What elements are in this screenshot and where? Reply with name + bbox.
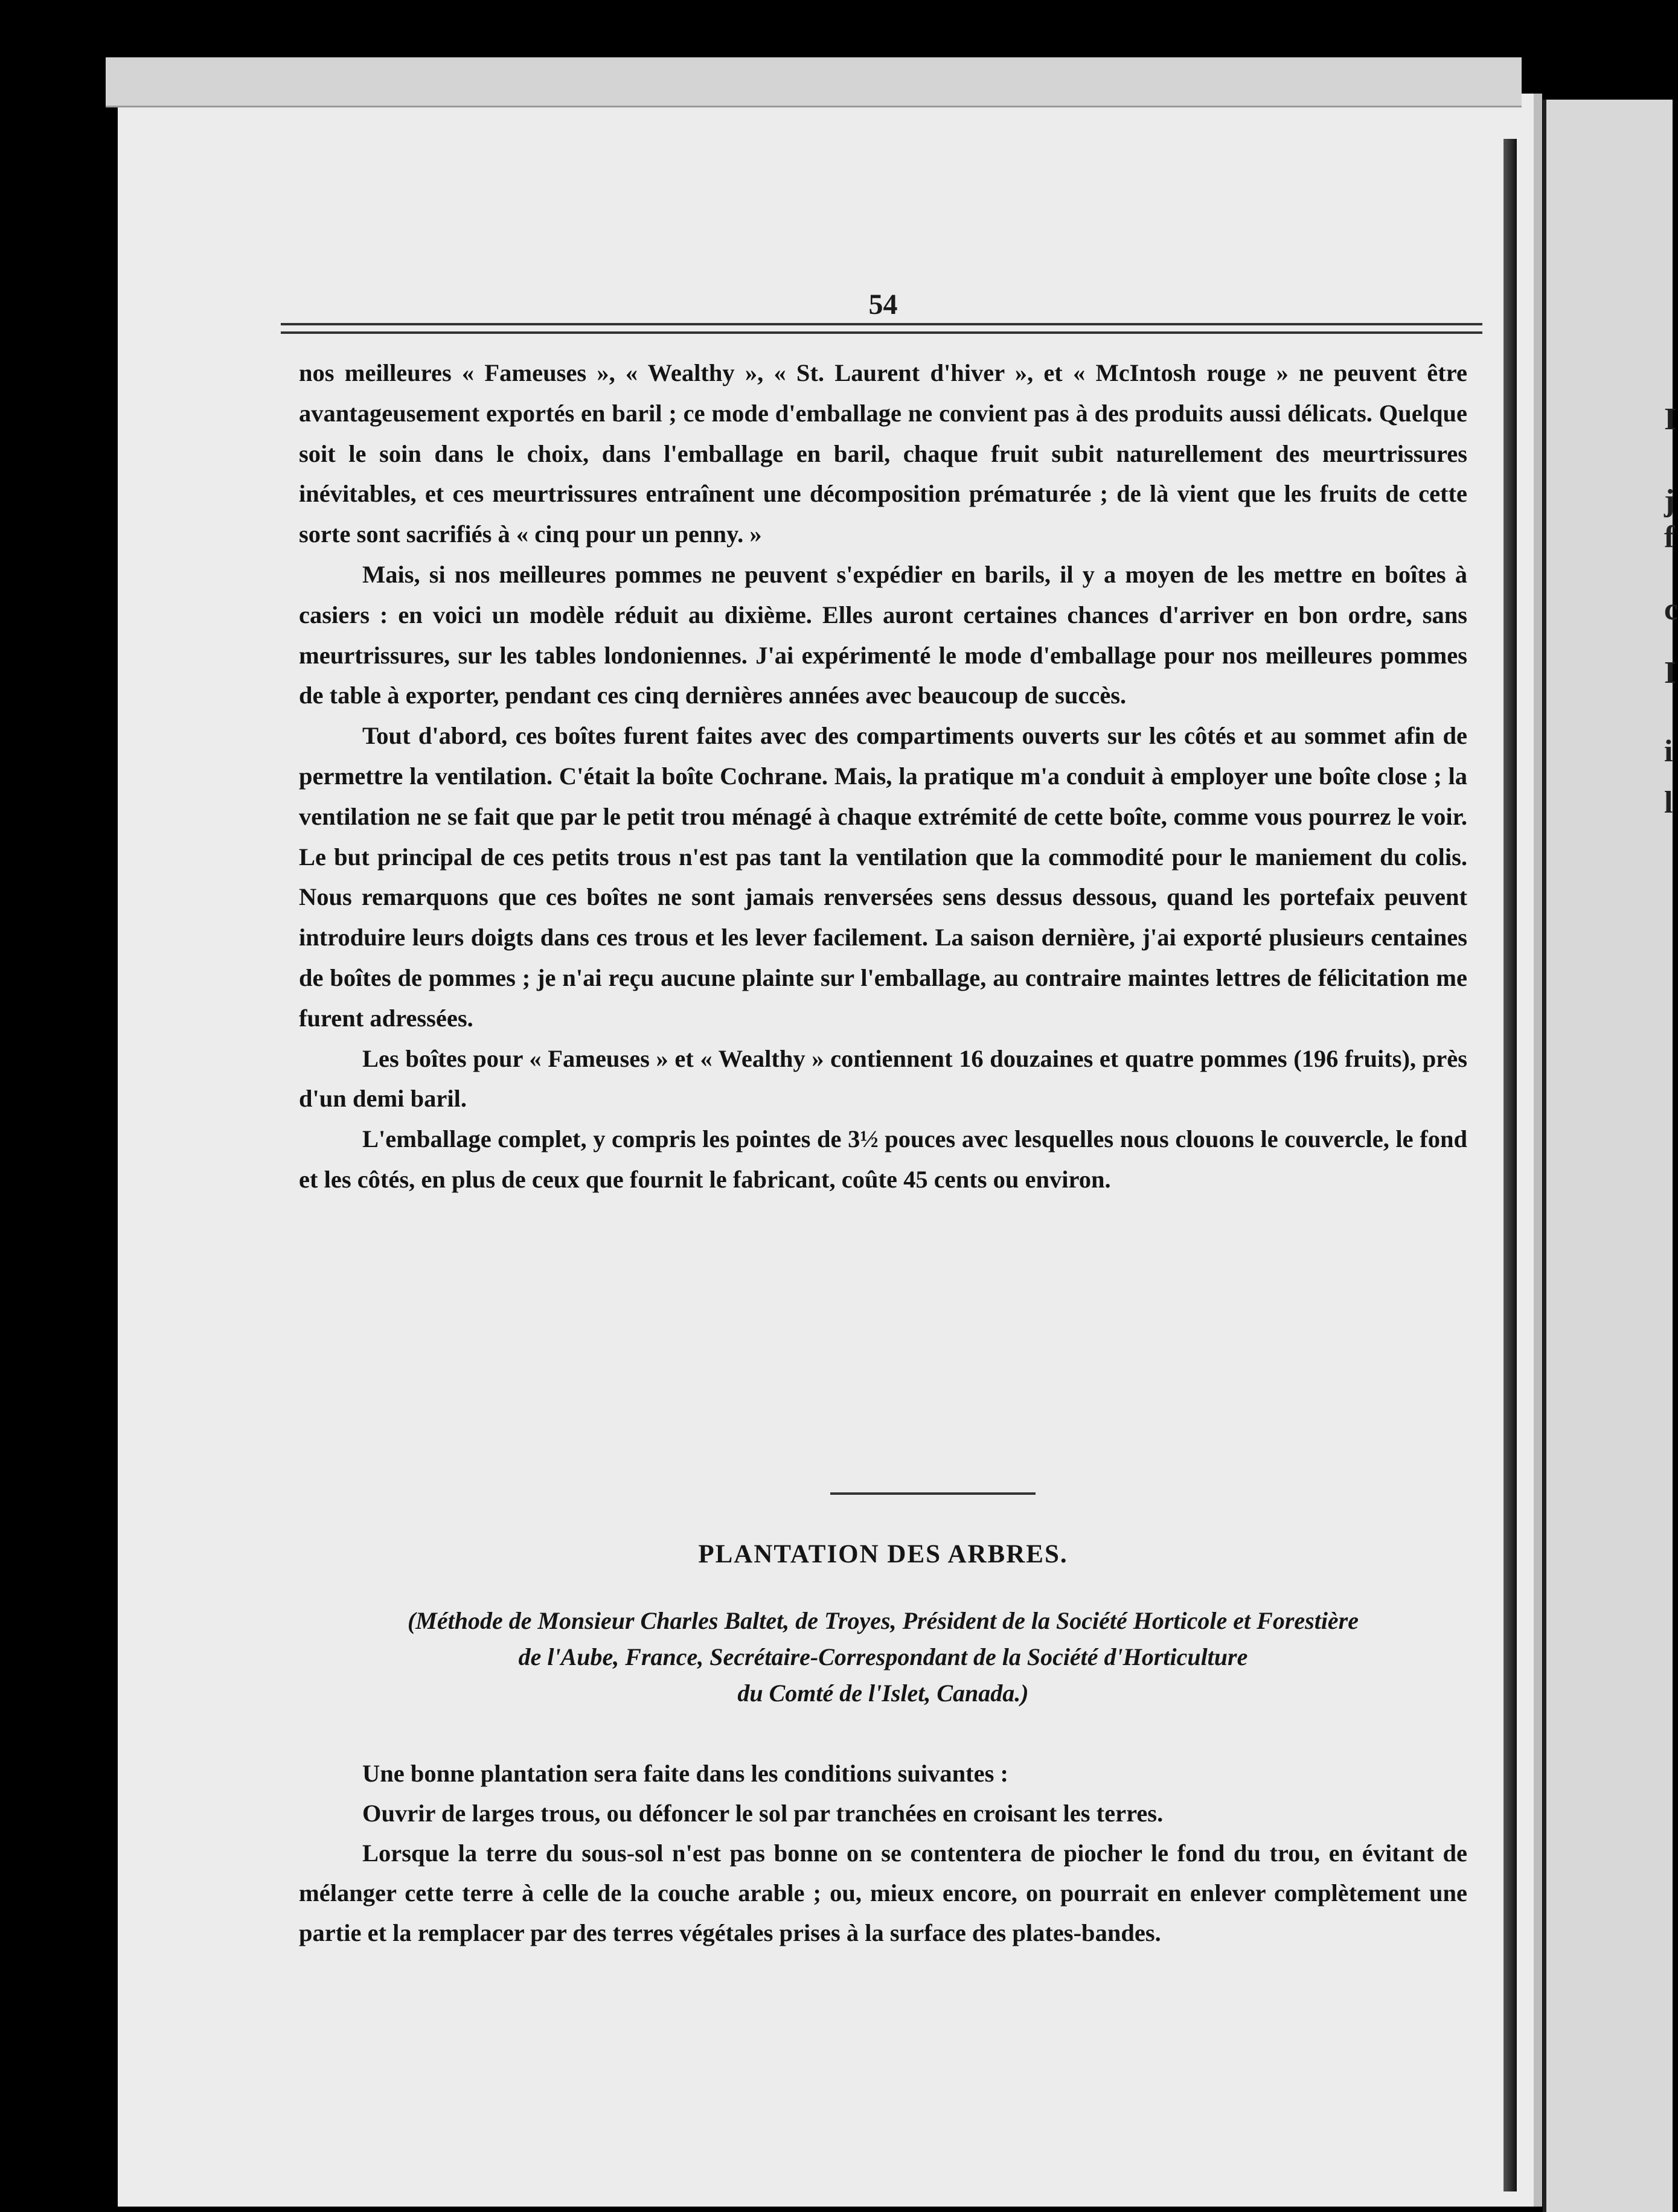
adjacent-page-fragment: f [1664,520,1675,554]
adjacent-page-fragment: l [1664,785,1673,820]
page-number: 54 [868,289,898,321]
section-paragraph-1: Une bonne plantation sera faite dans les conditions suivantes : [362,1760,1009,1787]
section-paragraph-2: Ouvrir de larges trous, ou défoncer le sol par tranchées en croisant les terres. [362,1800,1164,1827]
section-title: PLANTATION DES ARBRES. [698,1540,1068,1568]
adjacent-page-fragment: I [1664,402,1677,436]
paragraph-3: Tout d'abord, ces boîtes furent faites avec des compartiments ouverts sur les côtés et au sommet afin de permettre la ventilation. C'était la boîte Cochrane. Mais, la pratique m'a conduit à employer une boîte close ; la ventilation ne se fait que par le petit trou ménagé à chaque extrémité de cette boîte, comme vous pourrez le voir. Le but principal de ces petits trous n'est pas tant la ventilation que la commodité pour le maniement du colis. Nous remarquons que ces boîtes ne sont jamais renversées sens dessus dessous, quand les portefaix peuvent introduire leurs doigts dans ces trous et les lever facilement. La saison dernière, j'ai exporté plusieurs centaines de boîtes de pommes ; je n'ai reçu aucune plainte sur l'emballage, au contraire maintes lettres de félicitation me furent adressées. [299,722,1467,1032]
paragraph-5: L'emballage complet, y compris les pointes de 3½ pouces avec lesquelles nous clouons le couvercle, le fond et les côtés, en plus de ceux que fournit le fabricant, coûte 45 cents ou environ. [299,1125,1467,1193]
header-double-rule [281,323,1482,334]
method-attribution [299,1603,1467,1712]
method-line-2: de l'Aube, France, Secrétaire-Correspondant de la Société d'Horticulture [518,1643,1248,1670]
adjacent-page-edge [1543,100,1678,2212]
scan-edge-shadow [1503,139,1517,2191]
method-line-1: (Méthode de Monsieur Charles Baltet, de Troyes, Président de la Société Horticole et Forestière [407,1607,1359,1634]
adjacent-page-fragment: j [1664,484,1675,518]
scanned-page [118,94,1542,2207]
paragraph-2: Mais, si nos meilleures pommes ne peuvent s'expédier en barils, il y a moyen de les mettre en boîtes à casiers : en voici un modèle réduit au dixième. Elles auront certaines chances d'arriver en bon ordre, sans meurtrissures, sur les tables londoniennes. J'ai expérimenté le mode d'emballage pour nos meilleures pommes de table à exporter, pendant ces cinq dernières années avec beaucoup de succès. [299,560,1467,709]
paragraph-1: nos meilleures « Fameuses », « Wealthy », « St. Laurent d'hiver », et « McIntosh rouge » ne peuvent être avantageusement exportés en baril ; ce mode d'emballage ne convient pas à des produits aussi délicats. Quelque soit le soin dans le choix, dans l'emballage en baril, chaque fruit subit naturellement des meurtrissures inévitables, et ces meurtrissures entraînent une décomposition prématurée ; de là vient que les fruits de cette sorte sont sacrifiés à « cinq pour un penny. » [299,359,1467,548]
body-text [299,353,1467,1200]
adjacent-page-fragment: I [1664,656,1677,690]
section-body-text [299,1754,1467,1953]
section-paragraph-3: Lorsque la terre du sous-sol n'est pas bonne on se contentera de piocher le fond du trou, en évitant de mélanger cette terre à celle de la couche arable ; ou, mieux encore, on pourrait en enlever complètement une partie et la remplacer par des terres végétales prises à la surface des plates-bandes. [299,1840,1467,1946]
section-divider [830,1492,1036,1495]
paragraph-4: Les boîtes pour « Fameuses » et « Wealthy » contiennent 16 douzaines et quatre pommes (196 fruits), près d'un demi baril. [299,1044,1467,1113]
adjacent-page-fragment: c [1664,592,1678,627]
method-line-3: du Comté de l'Islet, Canada.) [737,1680,1029,1707]
adjacent-page-fragment: i [1664,734,1673,769]
